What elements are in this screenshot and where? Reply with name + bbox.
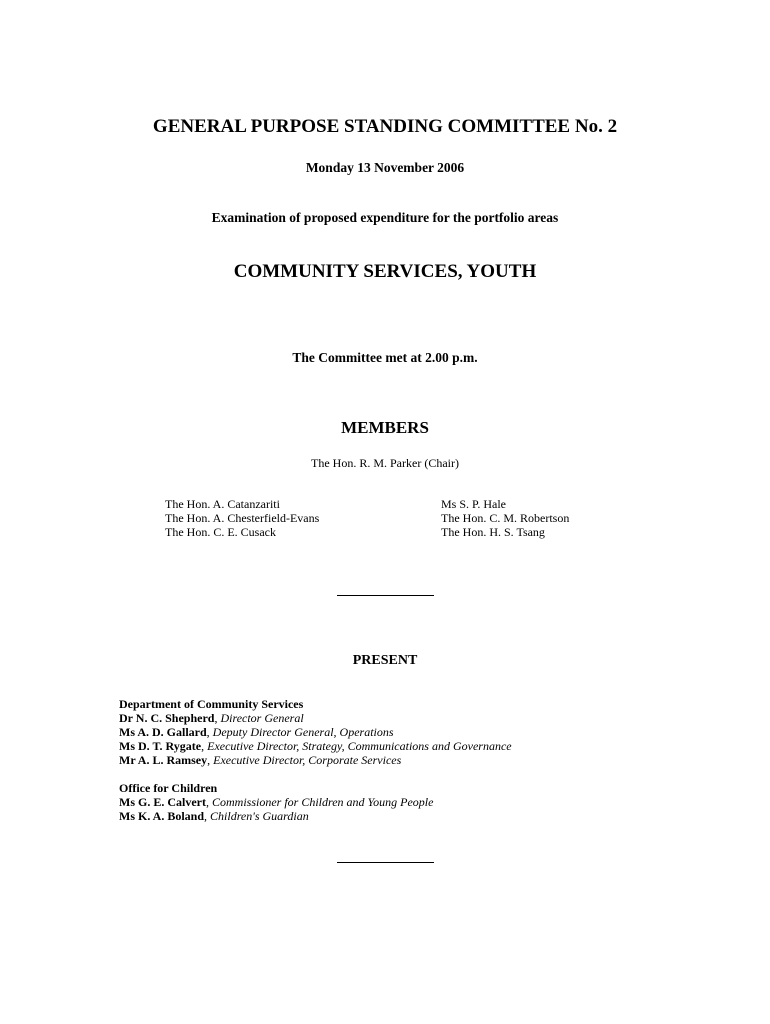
witness-name: Ms D. T. Rygate [119,739,202,753]
portfolio-heading: COMMUNITY SERVICES, YOUTH [233,261,537,282]
member-name: The Hon. A. Chesterfield-Evans [165,511,320,525]
witness-entry: Ms D. T. Rygate, Executive Director, Strategy, Communications and Governance [119,739,512,753]
witness-role: Executive Director, Strategy, Communications and Governance [207,739,512,753]
organisation-name: Department of Community Services [119,697,304,711]
witness-entry: Ms A. D. Gallard, Deputy Director General, Operations [119,725,394,739]
witness-name: Ms K. A. Boland [119,809,205,823]
section-divider [337,595,434,596]
section-divider [337,862,434,863]
witness-name: Mr A. L. Ramsey [119,753,208,767]
witness-name: Ms A. D. Gallard [119,725,207,739]
present-heading: PRESENT [352,653,418,668]
document-title: GENERAL PURPOSE STANDING COMMITTEE No. 2 [152,116,618,137]
witness-group-office-for-children [119,781,433,823]
witness-role: Executive Director, Corporate Services [213,753,402,767]
examination-subtitle: Examination of proposed expenditure for the portfolio areas [211,210,559,225]
meeting-time: The Committee met at 2.00 p.m. [292,350,478,365]
witness-entry: Ms G. E. Calvert, Commissioner for Children and Young People [119,795,434,809]
witness-name: Dr N. C. Shepherd [119,711,215,725]
witness-entry: Ms K. A. Boland, Children's Guardian [119,809,309,823]
member-name: The Hon. C. M. Robertson [441,511,570,525]
member-name: The Hon. C. E. Cusack [165,525,276,539]
hearing-date: Monday 13 November 2006 [305,160,465,175]
members-heading: MEMBERS [341,418,429,437]
member-name: Ms S. P. Hale [441,497,507,511]
witness-group-community-services [119,697,512,767]
members-left-column [165,497,319,539]
witness-role: Children's Guardian [210,809,309,823]
witness-role: Director General [220,711,304,725]
members-right-column [441,497,569,539]
witness-entry: Mr A. L. Ramsey, Executive Director, Corporate Services [119,753,402,767]
member-name: The Hon. A. Catanzariti [165,497,280,511]
organisation-name: Office for Children [119,781,218,795]
witness-role: Deputy Director General, Operations [212,725,394,739]
witness-role: Commissioner for Children and Young People [211,795,434,809]
members-chair: The Hon. R. M. Parker (Chair) [311,456,459,470]
member-name: The Hon. H. S. Tsang [441,525,545,539]
witness-name: Ms G. E. Calvert [119,795,206,809]
witness-entry: Dr N. C. Shepherd, Director General [119,711,304,725]
